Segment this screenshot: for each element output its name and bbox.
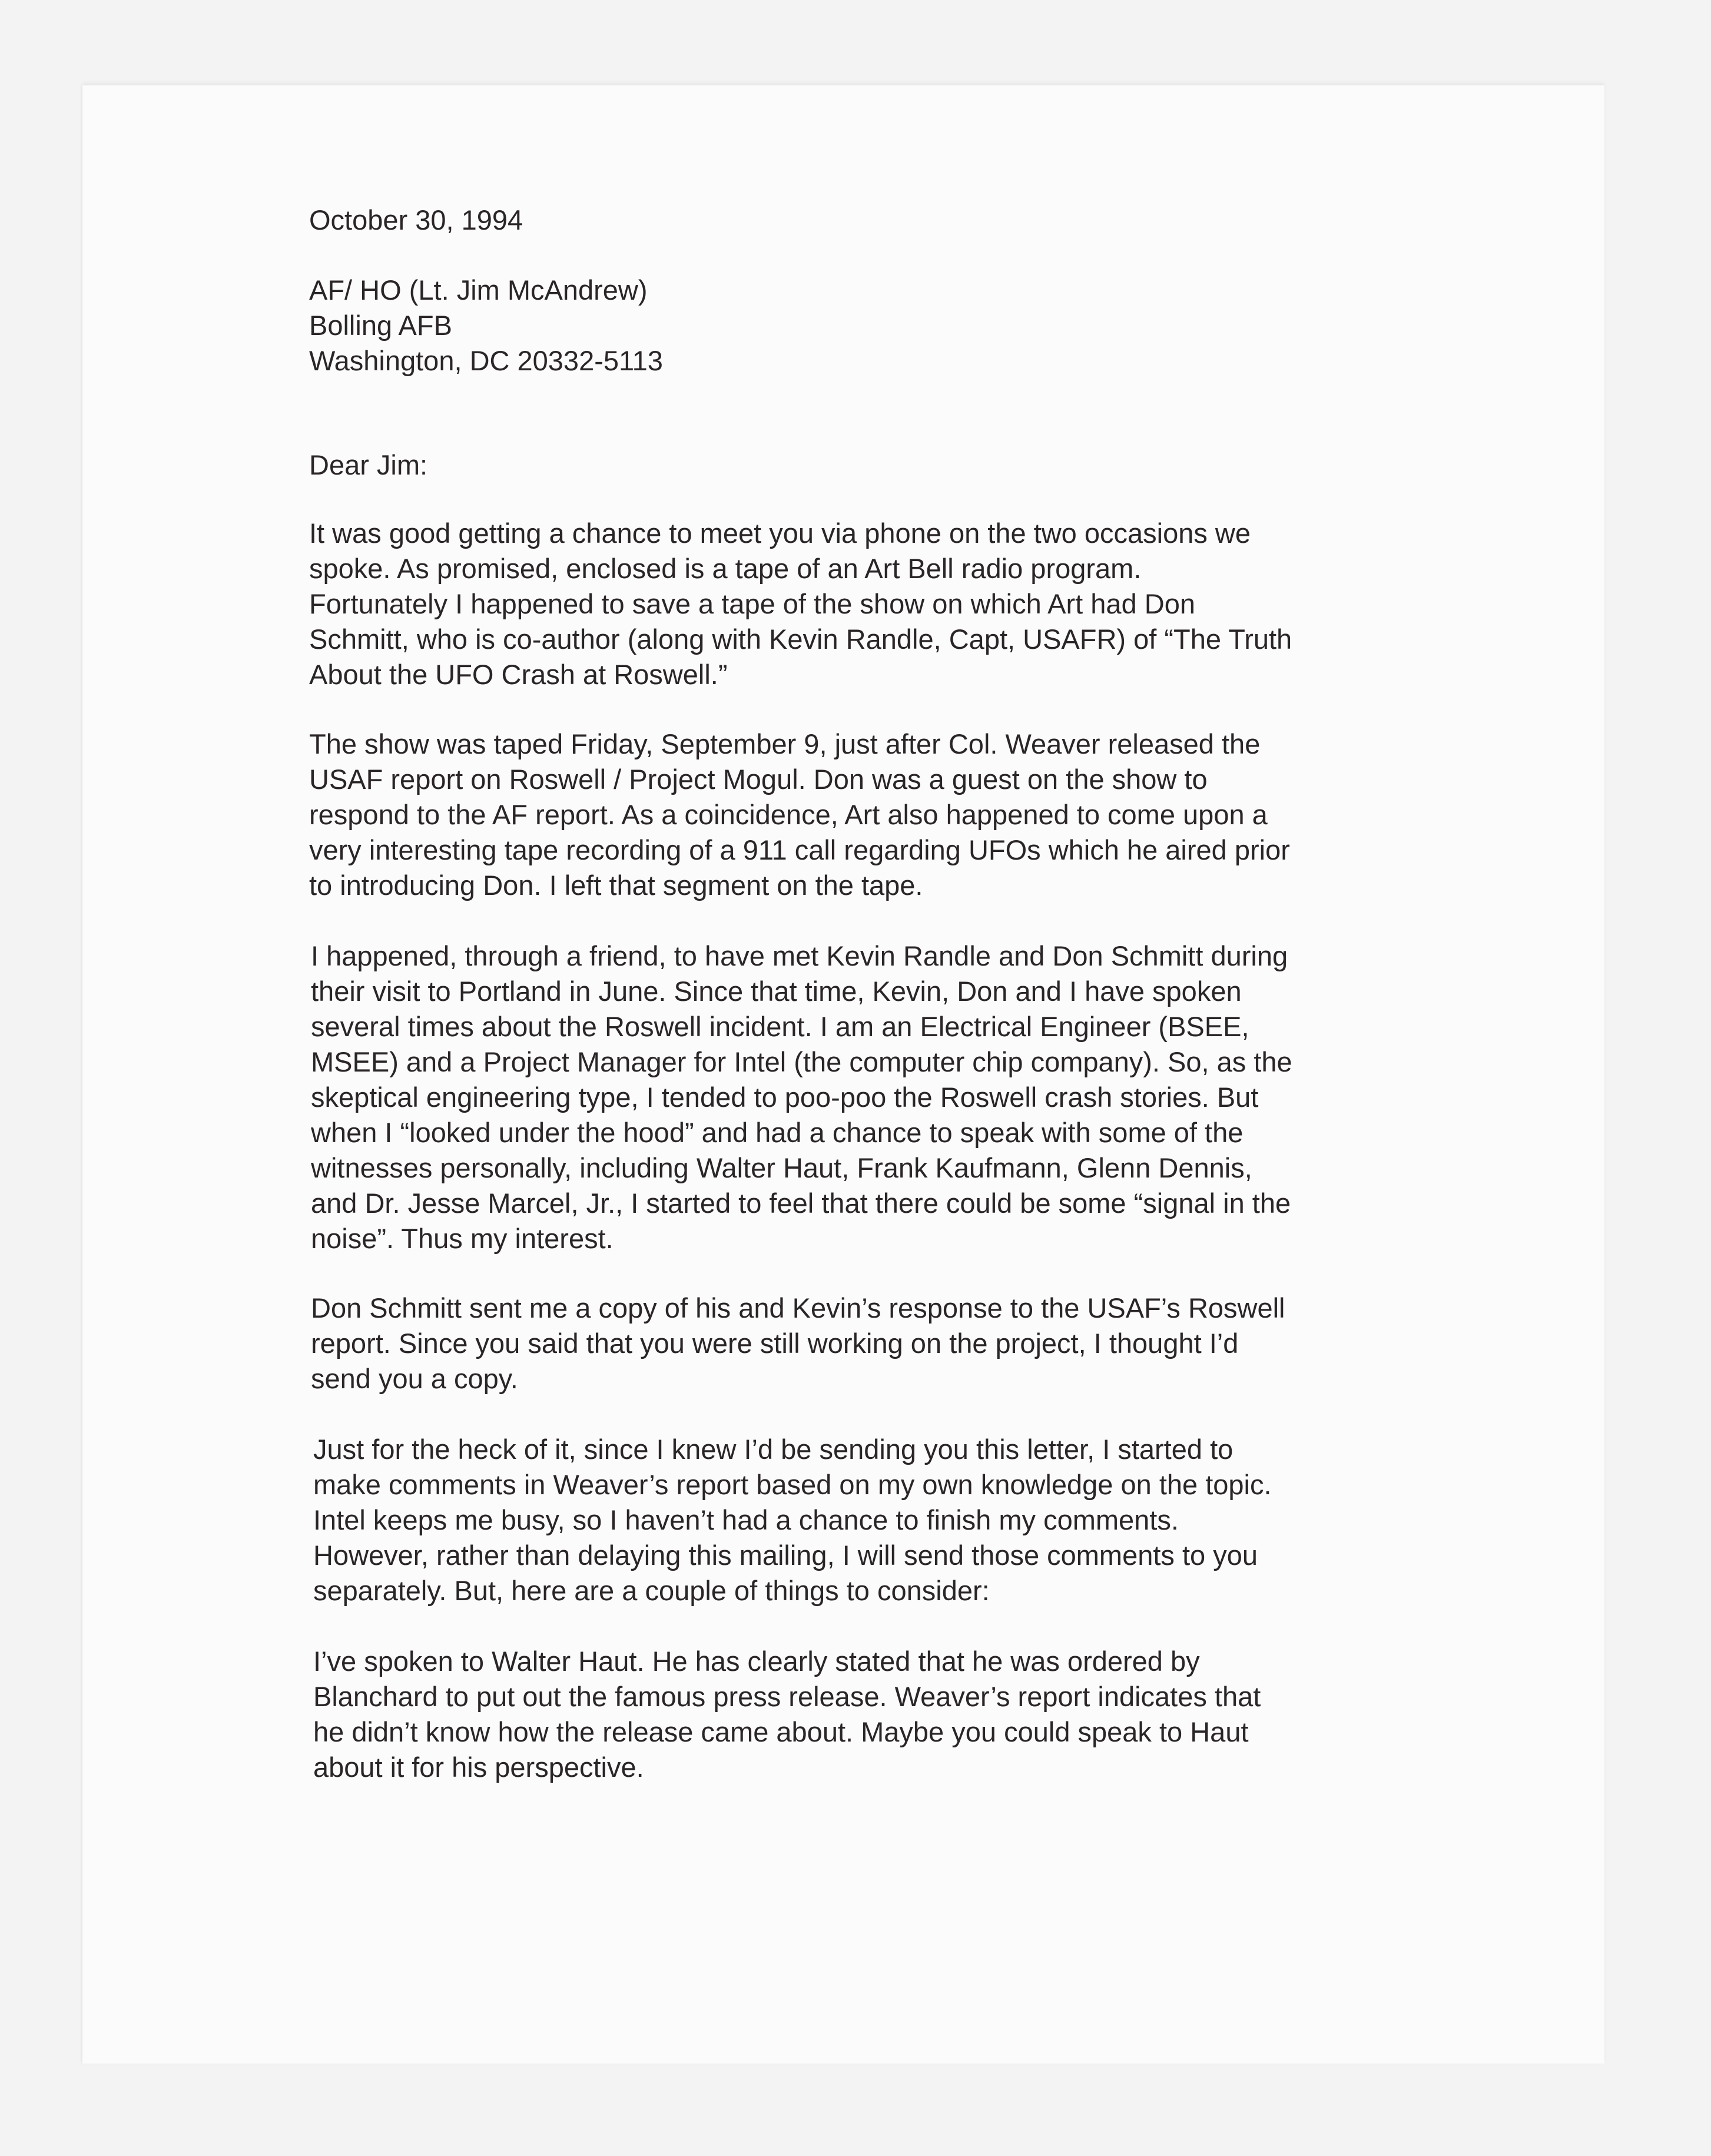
text-line: very interesting tape recording of a 911 call regarding UFOs which he aired prior [309, 834, 1290, 865]
text-line: make comments in Weaver’s report based on my own knowledge on the topic. [313, 1469, 1272, 1500]
text-line: to introducing Don. I left that segment on the tape. [309, 870, 923, 901]
text-line: noise”. Thus my interest. [311, 1223, 614, 1254]
text-line: The show was taped Friday, September 9, just after Col. Weaver released the [309, 728, 1261, 759]
text-line: he didn’t know how the release came about. Maybe you could speak to Haut [313, 1716, 1249, 1747]
text-line: spoke. As promised, enclosed is a tape of an Art Bell radio program. [309, 553, 1142, 584]
date-text: October 30, 1994 [309, 204, 523, 235]
text-line: witnesses personally, including Walter Haut, Frank Kaufmann, Glenn Dennis, [311, 1152, 1252, 1183]
text-line: Don Schmitt sent me a copy of his and Kevin’s response to the USAF’s Roswell [311, 1292, 1285, 1324]
paragraph-3 [311, 938, 1292, 1256]
text-line: and Dr. Jesse Marcel, Jr., I started to feel that there could be some “signal in the [311, 1188, 1291, 1219]
text-line: USAF report on Roswell / Project Mogul. Don was a guest on the show to [309, 764, 1208, 795]
text-line: report. Since you said that you were still working on the project, I thought I’d [311, 1328, 1239, 1359]
text-line: about it for his perspective. [313, 1752, 644, 1783]
salutation [309, 447, 427, 483]
text-line: However, rather than delaying this mailing, I will send those comments to you [313, 1540, 1258, 1571]
text-line: Schmitt, who is co-author (along with Kevin Randle, Capt, USAFR) of “The Truth [309, 623, 1292, 655]
text-line: skeptical engineering type, I tended to poo-poo the Roswell crash stories. But [311, 1082, 1259, 1113]
paragraph-2 [309, 727, 1290, 903]
paragraph-6 [313, 1644, 1261, 1785]
text-line: respond to the AF report. As a coincidence, Art also happened to come upon a [309, 799, 1268, 830]
text-line: Intel keeps me busy, so I haven’t had a chance to finish my comments. [313, 1504, 1179, 1535]
text-line: MSEE) and a Project Manager for Intel (the computer chip company). So, as the [311, 1046, 1292, 1077]
salutation-text: Dear Jim: [309, 449, 428, 480]
recipient-address [309, 273, 663, 379]
address-line: AF/ HO (Lt. Jim McAndrew) [309, 274, 648, 306]
text-line: Blanchard to put out the famous press release. Weaver’s report indicates that [313, 1681, 1261, 1712]
address-line: Bolling AFB [309, 310, 452, 341]
text-line: Just for the heck of it, since I knew I’d be sending you this letter, I started to [313, 1434, 1233, 1465]
text-line: several times about the Roswell incident. I am an Electrical Engineer (BSEE, [311, 1011, 1249, 1042]
address-line: Washington, DC 20332-5113 [309, 345, 663, 376]
paragraph-5 [313, 1432, 1272, 1608]
paragraph-4 [311, 1291, 1285, 1397]
text-line: I’ve spoken to Walter Haut. He has clearly stated that he was ordered by [313, 1646, 1200, 1677]
text-line: send you a copy. [311, 1363, 518, 1394]
text-line: I happened, through a friend, to have met Kevin Randle and Don Schmitt during [311, 940, 1288, 971]
paragraph-1 [309, 516, 1292, 692]
letter-date [309, 203, 523, 238]
text-line: when I “looked under the hood” and had a chance to speak with some of the [311, 1117, 1244, 1148]
text-line: their visit to Portland in June. Since that time, Kevin, Don and I have spoken [311, 976, 1242, 1007]
text-line: It was good getting a chance to meet you via phone on the two occasions we [309, 518, 1251, 549]
text-line: Fortunately I happened to save a tape of the show on which Art had Don [309, 588, 1195, 619]
text-line: About the UFO Crash at Roswell.” [309, 659, 728, 690]
text-line: separately. But, here are a couple of things to consider: [313, 1575, 990, 1606]
